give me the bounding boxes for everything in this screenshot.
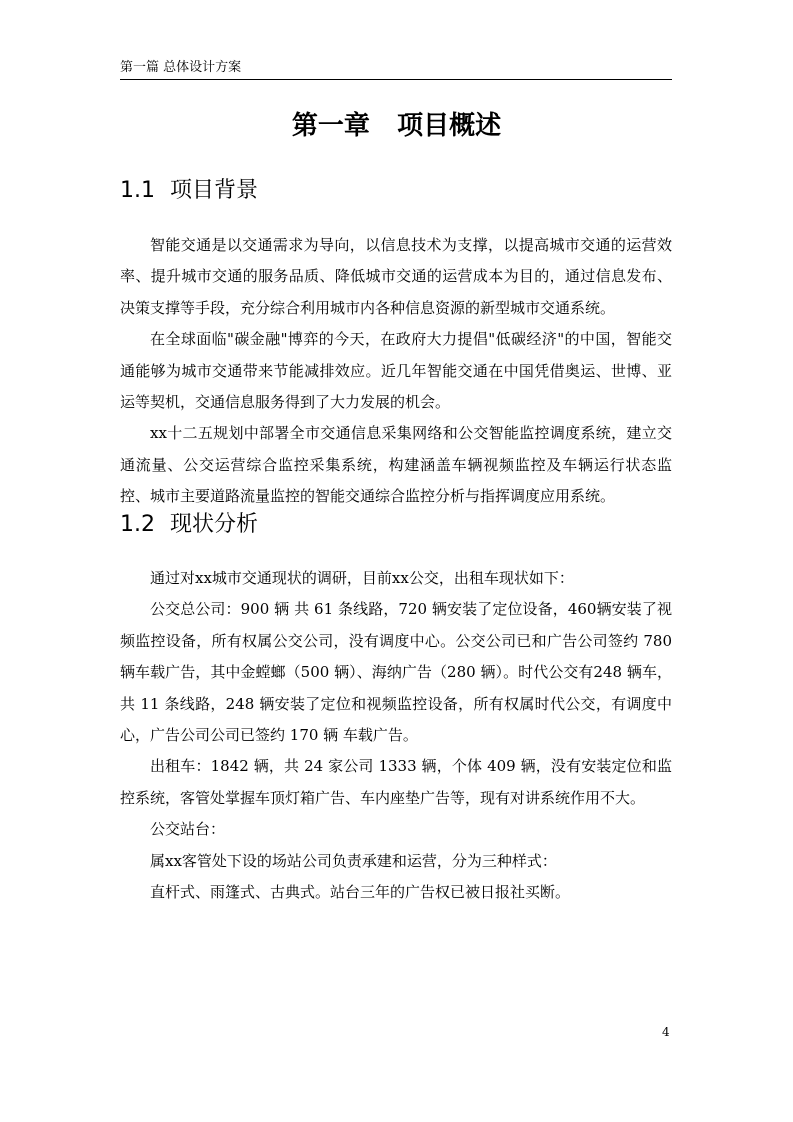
- header-text: 第一篇 总体设计方案: [120, 60, 242, 75]
- paragraph: 公交总公司：900 辆 共 61 条线路，720 辆安装了定位设备，460辆安装了视频监控设备，所有权属公交公司，没有调度中心。公交公司已和广告公司签约 780 辆车载广告，其中金螳螂（500 辆）、海纳广告（280 辆）。时代公交有248 辆车，共 11 条线路，248 辆安装了定位和视频监控设备，所有权属时代公交，有调度中心，广告公司公司已签约 170 辆 车载广告。: [120, 600, 672, 745]
- page-header: [120, 58, 672, 80]
- paragraph: 出租车：1842 辆，共 24 家公司 1333 辆，个体 409 辆，没有安装定位和监控系统，客管处掌握车顶灯箱广告、车内座垫广告等，现有对讲系统作用不大。: [120, 757, 672, 807]
- paragraph: 公交站台：: [150, 820, 226, 839]
- section-heading-1-1: [120, 176, 258, 206]
- paragraph: 直杆式、雨篷式、古典式。站台三年的广告权已被日报社买断。: [150, 883, 571, 902]
- paragraph: 通过对xx城市交通现状的调研，目前xx公交，出租车现状如下：: [150, 569, 574, 587]
- section-1-1-body: [120, 230, 672, 513]
- paragraph: 智能交通是以交通需求为导向，以信息技术为支撑，以提高城市交通的运营效率、提升城市交通的服务品质、降低城市交通的运营成本为目的，通过信息发布、决策支撑等手段，充分综合利用城市内各种信息资源的新型城市交通系统。: [120, 236, 672, 317]
- section-heading-1-2: [120, 510, 258, 540]
- section-number: 1.2: [120, 512, 155, 537]
- section-1-2-body: [120, 563, 672, 908]
- paragraph: 在全球面临"碳金融"博弈的今天，在政府大力提倡"低碳经济"的中国，智能交通能够为城市交通带来节能减排效应。近几年智能交通在中国凭借奥运、世博、亚运等契机，交通信息服务得到了大力发展的机会。: [120, 330, 672, 412]
- section-title: 项目背景: [170, 178, 259, 203]
- paragraph: xx十二五规划中部署全市交通信息采集网络和公交智能监控调度系统，建立交通流量、公交运营综合监控采集系统，构建涵盖车辆视频监控及车辆运行状态监控、城市主要道路流量监控的智能交通综合监控分析与指挥调度应用系统。: [120, 424, 672, 506]
- section-title: 现状分析: [170, 512, 259, 537]
- page-number: 4: [662, 1025, 670, 1039]
- section-number: 1.1: [120, 178, 155, 203]
- chapter-title: 第一章 项目概述: [291, 111, 502, 141]
- paragraph: 属xx客管处下设的场站公司负责承建和运营，分为三种样式：: [150, 851, 557, 870]
